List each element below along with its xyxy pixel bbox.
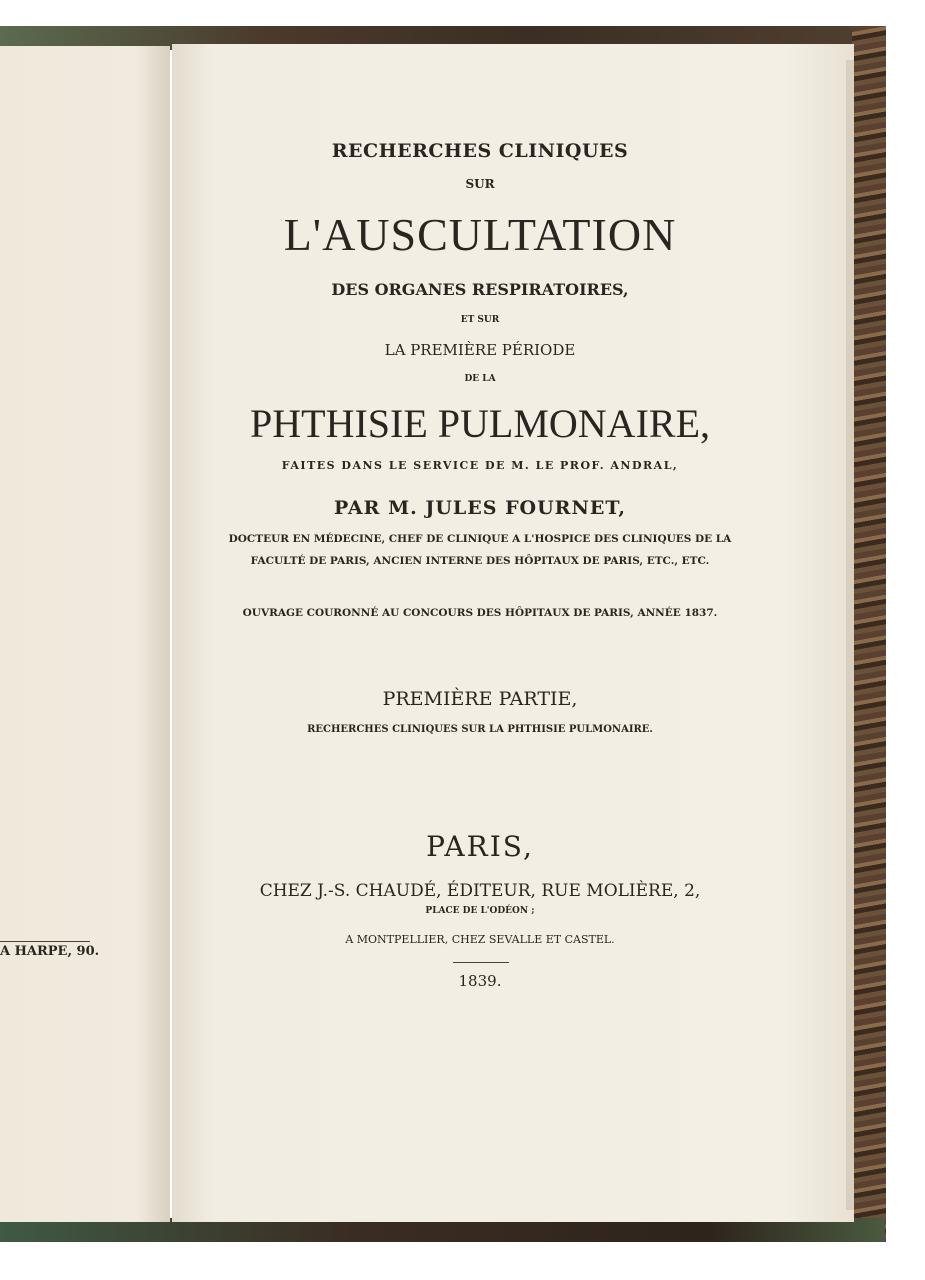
- publisher-address: PLACE DE L'ODÉON ;: [425, 906, 535, 916]
- title-line-2: SUR: [465, 177, 495, 191]
- credentials-line-1: DOCTEUR EN MÉDECINE, CHEF DE CLINIQUE A L'HOSPICE DES CLINIQUES DE LA: [228, 533, 732, 545]
- title-line-1: RECHERCHES CLINIQUES: [331, 140, 629, 162]
- imprint-year: 1839.: [458, 972, 502, 990]
- title-line-6: LA PREMIÈRE PÉRIODE: [384, 341, 576, 359]
- left-page: [0, 46, 170, 1222]
- left-page-rule: [0, 941, 90, 942]
- title-line-4: DES ORGANES RESPIRATOIRES,: [331, 280, 629, 299]
- subject-title: PHTHISIE PULMONAIRE,: [250, 401, 710, 446]
- imprint-city: PARIS,: [426, 830, 534, 863]
- award-line: OUVRAGE COURONNÉ AU CONCOURS DES HÔPITAUX DE PARIS, ANNÉE 1837.: [242, 607, 718, 619]
- title-line-5: ET SUR: [460, 315, 500, 325]
- part-title: PREMIÈRE PARTIE,: [382, 688, 578, 710]
- part-subtitle: RECHERCHES CLINIQUES SUR LA PHTHISIE PULMONAIRE.: [307, 724, 653, 735]
- publisher-line: CHEZ J.-S. CHAUDÉ, ÉDITEUR, RUE MOLIÈRE, 2,: [259, 881, 701, 901]
- title-line-7: DE LA: [464, 374, 496, 384]
- imprint-rule: [453, 962, 509, 963]
- service-line: FAITES DANS LE SERVICE DE M. LE PROF. ANDRAL,: [281, 459, 679, 472]
- page-edge: [846, 60, 854, 1210]
- book-cover-spine-marbled: [852, 26, 886, 1242]
- main-title: L'AUSCULTATION: [283, 209, 677, 260]
- credentials-line-2: FACULTÉ DE PARIS, ANCIEN INTERNE DES HÔPITAUX DE PARIS, ETC., ETC.: [250, 555, 710, 567]
- distributor-line: A MONTPELLIER, CHEZ SEVALLE ET CASTEL.: [345, 933, 615, 946]
- author-line: PAR M. JULES FOURNET,: [334, 497, 626, 519]
- left-page-imprint: A HARPE, 90.: [0, 944, 100, 959]
